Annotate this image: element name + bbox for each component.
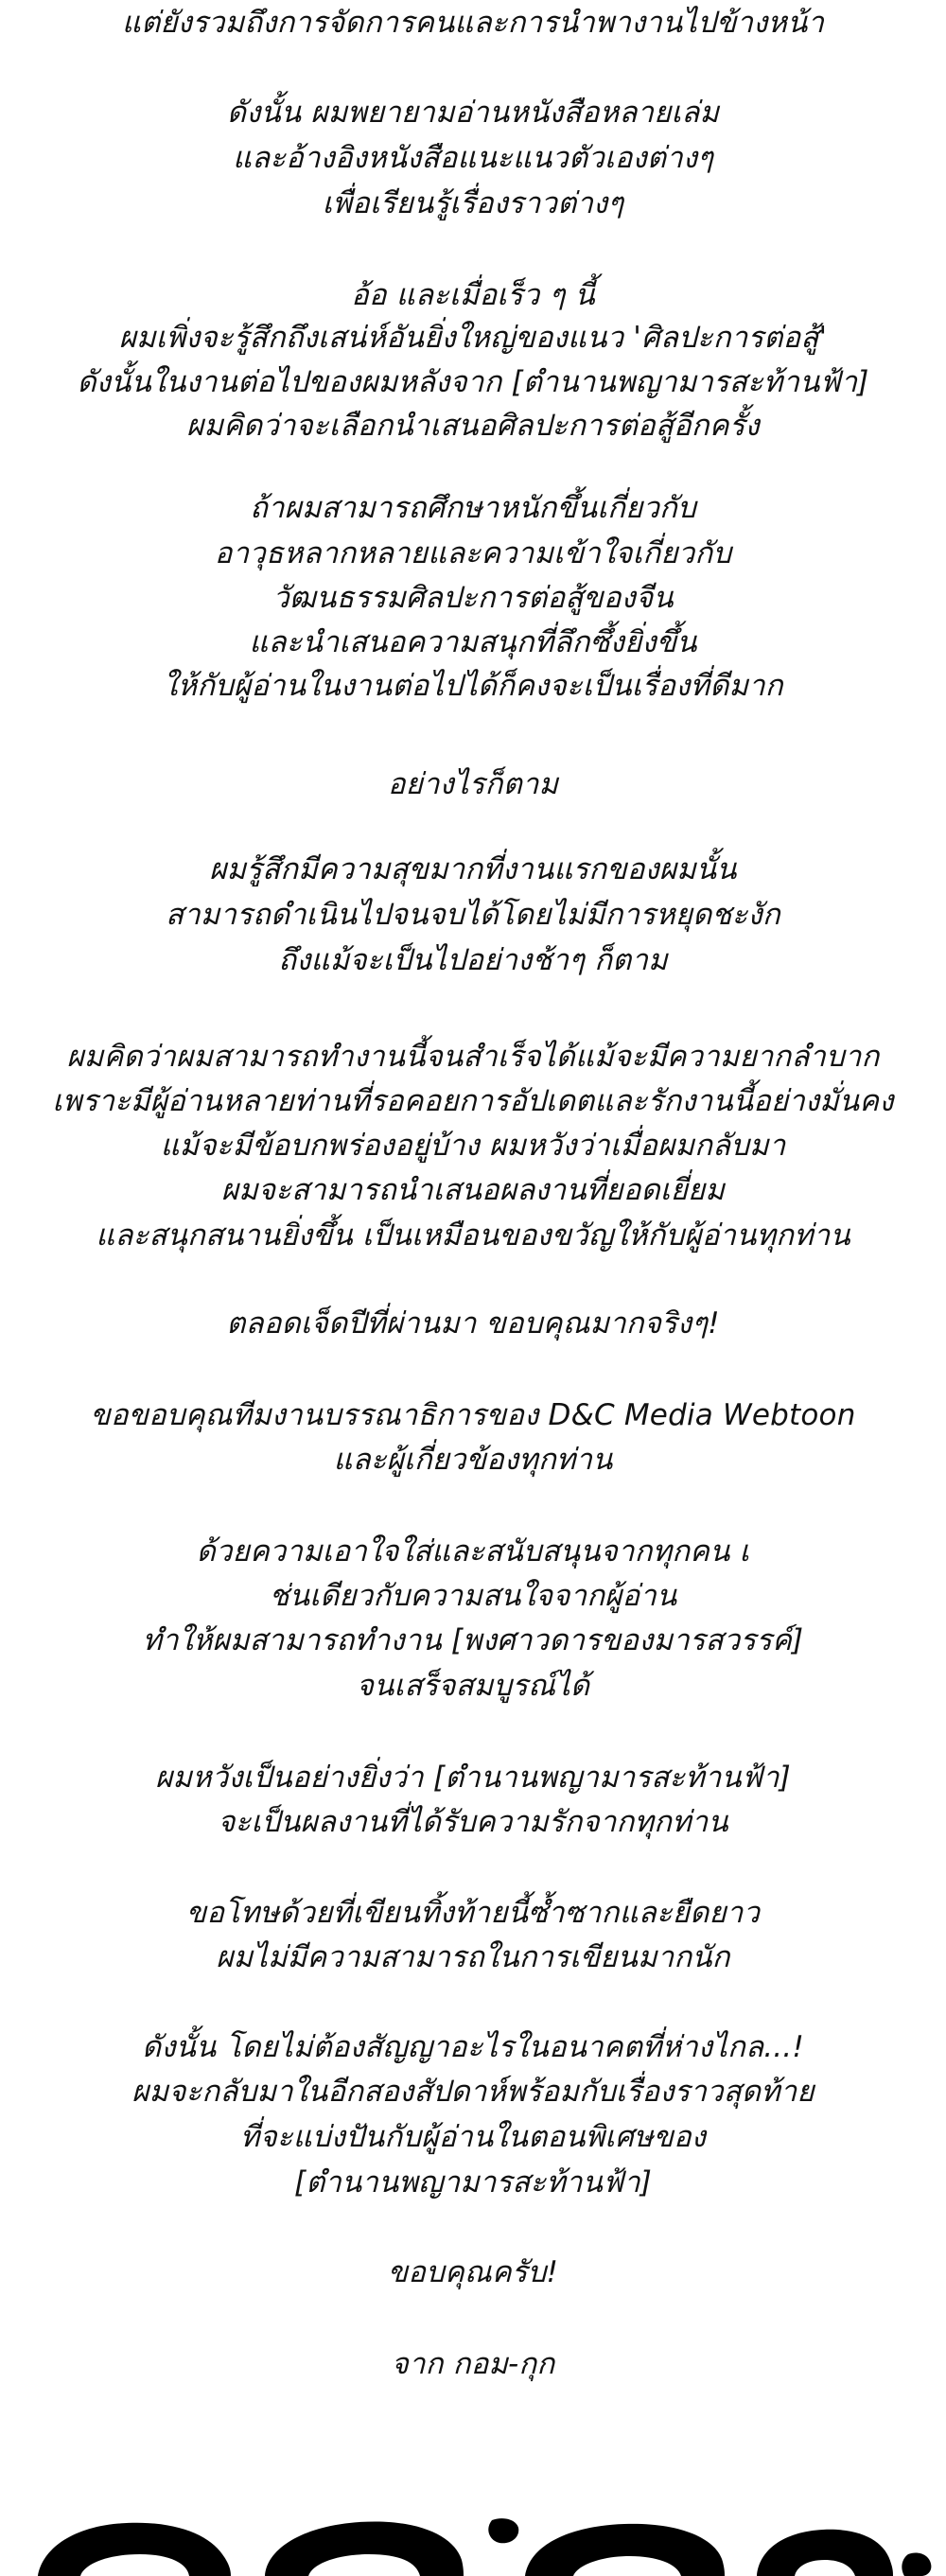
letter-line: ผมจะกลับมาในอีกสองสัปดาห์พร้อมกับเรื่องราวสุดท้าย — [131, 2075, 815, 2109]
letter-line: ขอบคุณครับ! — [387, 2255, 559, 2289]
letter-line: ผมคิดว่าผมสามารถทำงานนี้จนสำเร็จได้แม้จะมีความยากลำบาก — [66, 1040, 880, 1074]
letter-line: ถึงแม้จะเป็นไปอย่างช้าๆ ก็ตาม — [278, 943, 668, 977]
letter-line: ตลอดเจ็ดปีที่ผ่านมา ขอบคุณมากจริงๆ! — [226, 1306, 720, 1341]
letter-line: ผมรู้สึกมีความสุขมากที่งานแรกของผมนั้น — [209, 852, 737, 886]
letter-line: ช่นเดียวกับความสนใจจากผู้อ่าน — [269, 1579, 677, 1613]
letter-line: จะเป็นผลงานที่ได้รับความรักจากทุกท่าน — [218, 1805, 728, 1839]
letter-line: ผมจะสามารถนำเสนอผลงานที่ยอดเยี่ยม — [220, 1173, 726, 1207]
letter-line: และผู้เกี่ยวข้องทุกท่าน — [333, 1443, 613, 1477]
letter-line: ที่จะแบ่งปันกับผู้อ่านในตอนพิเศษของ — [239, 2120, 707, 2154]
letter-line: ผมไม่มีความสามารถในการเขียนมากนัก — [216, 1940, 730, 1974]
letter-line: สามารถดำเนินไปจนจบได้โดยไม่มีการหยุดชะงัก — [166, 898, 780, 932]
letter-line: ผมคิดว่าจะเลือกนำเสนอศิลปะการต่อสู้อีกครั้ง — [186, 409, 760, 443]
letter-line: ขอขอบคุณทีมงานบรรณาธิการของ D&C Media Webtoon — [90, 1398, 856, 1432]
letter-line: อาวุธหลากหลายและความเข้าใจเกี่ยวกับ — [214, 536, 732, 570]
letter-line: ดังนั้นในงานต่อไปของผมหลังจาก [ตำนานพญามารสะท้านฟ้า] — [77, 365, 869, 399]
letter-line: ขอโทษด้วยที่เขียนทิ้งท้ายนี้ซ้ำซากและยืดยาว — [185, 1896, 761, 1930]
letter-line: ถ้าผมสามารถศึกษาหนักขึ้นเกี่ยวกับ — [250, 491, 696, 525]
letter-line: จนเสร็จสมบูรณ์ได้ — [356, 1669, 590, 1703]
letter-line: และอ้างอิงหนังสือแนะแนวตัวเองต่างๆ — [232, 141, 714, 175]
letter-line: เพื่อเรียนรู้เรื่องราวต่างๆ — [322, 186, 624, 220]
letter-line: ด้วยความเอาใจใส่และสนับสนุนจากทุกคน เ — [196, 1534, 750, 1568]
brush-calligraphy-logo-icon — [28, 2516, 937, 2576]
letter-line: ผมหวังเป็นอย่างยิ่งว่า [ตำนานพญามารสะท้านฟ้า] — [155, 1761, 791, 1795]
letter-line: อ้อ และเมื่อเร็ว ๆ นี้ — [351, 278, 595, 312]
letter-line: วัฒนธรรมศิลปะการต่อสู้ของจีน — [272, 581, 674, 615]
letter-line: ดังนั้น โดยไม่ต้องสัญญาอะไรในอนาคตที่ห่างไกล...! — [141, 2030, 804, 2064]
letter-line: จาก กอม-กุก — [391, 2347, 555, 2381]
letter-line: ดังนั้น ผมพยายามอ่านหนังสือหลายเล่ม — [226, 96, 720, 130]
letter-line: [ตำนานพญามารสะท้านฟ้า] — [293, 2165, 653, 2199]
letter-line: ผมเพิ่งจะรู้สึกถึงเสน่ห์อันยิ่งใหญ่ของแนว 'ศิลปะการต่อสู้' — [118, 321, 828, 355]
letter-line: ทำให้ผมสามารถทำงาน [พงศาวดารของมารสวรรค์] — [142, 1623, 804, 1657]
letter-line: แต่ยังรวมถึงการจัดการคนและการนำพางานไปข้างหน้า — [121, 6, 825, 40]
letter-line: เพราะมีผู้อ่านหลายท่านที่รอคอยการอัปเดตและรักงานนี้อย่างมั่นคง — [52, 1084, 894, 1118]
letter-line: และนำเสนอความสนุกที่ลึกซึ้งยิ่งขึ้น — [249, 625, 697, 659]
letter-line: อย่างไรก็ตาม — [387, 767, 559, 801]
letter-line: และสนุกสนานยิ่งขึ้น เป็นเหมือนของขวัญให้กับผู้อ่านทุกท่าน — [96, 1218, 850, 1253]
letter-line: ให้กับผู้อ่านในงานต่อไปได้ก็คงจะเป็นเรื่องที่ดีมาก — [163, 669, 783, 703]
letter-line: แม้จะมีข้อบกพร่องอยู่บ้าง ผมหวังว่าเมื่อผมกลับมา — [160, 1129, 786, 1163]
